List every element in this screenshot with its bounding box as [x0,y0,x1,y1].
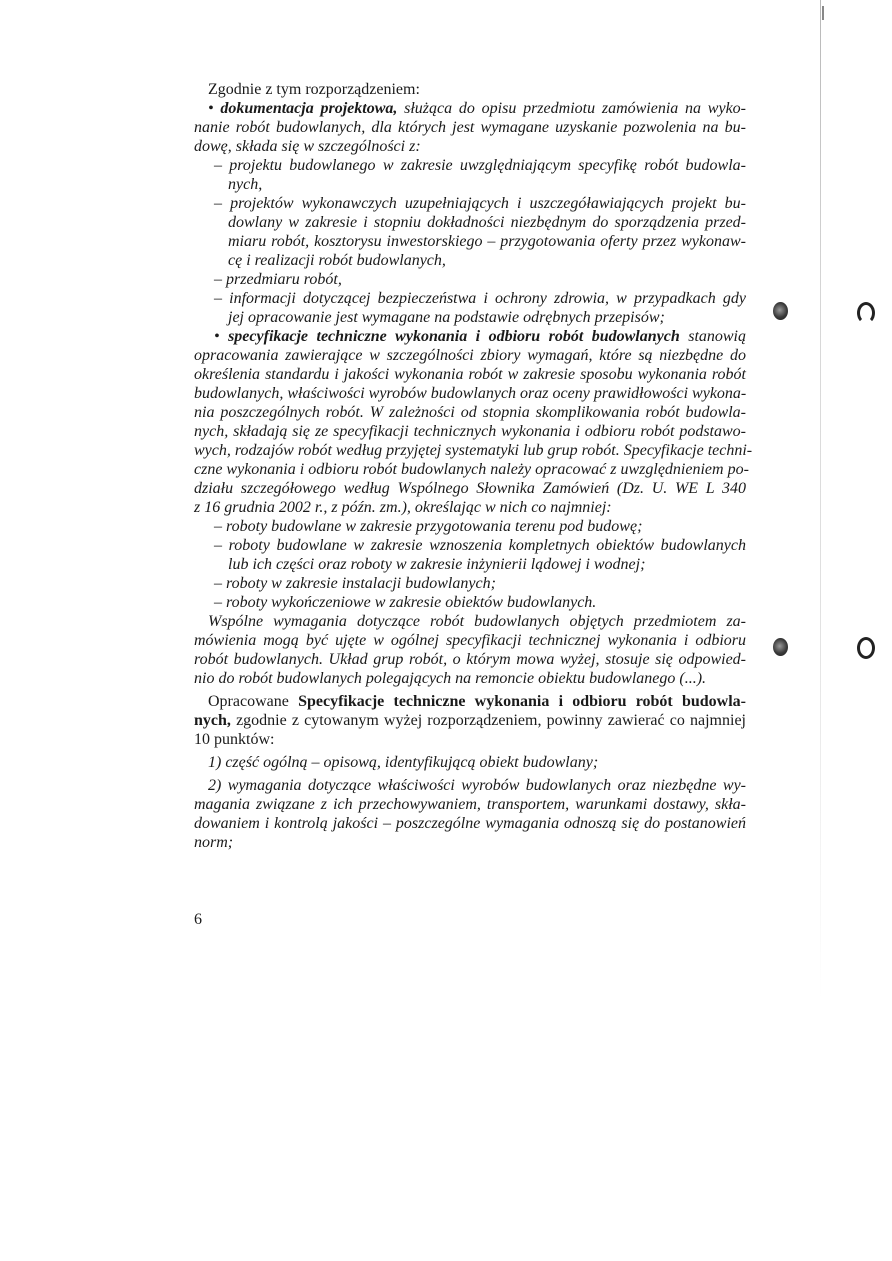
common-requirements-line: nio do robót budowlanych polegających na remoncie obiektu budowlanego (...). [194,670,707,687]
prepared-specs-line: Opracowane Specyfikacje techniczne wykonania i odbioru robót budowla- [208,693,746,710]
dash-item-line: nych, [228,176,263,193]
dash-item-line: – informacji dotyczącej bezpieczeństwa i ochrony zdrowia, w przypadkach gdy [214,290,747,307]
page-edge-mark [822,6,824,20]
point-2-line: norm; [194,834,234,851]
bullet-1-line: nanie robót budowlanych, dla których jest wymagane uzyskanie pozwolenia na bu- [194,119,746,136]
dash-item-line: jej opracowanie jest wymagane na podstawie odrębnych przepisów; [228,309,665,326]
dash-item-line: miaru robót, kosztorysu inwestorskiego – przygotowania oferty przez wykonaw- [228,233,746,250]
bullet-1-line: dowę, składa się w szczególności z: [194,138,421,155]
bullet-icon: • [208,100,214,117]
bullet-2-line: opracowania zawierające w szczególności zbiory wymagań, które są niezbędne do [194,347,746,364]
bullet-2-line: czne wykonania i odbioru robót budowlanych należy opracować z uwzględnieniem po- [194,461,749,478]
point-2-line: dowaniem i kontrolą jakości – poszczególne wymagania odnoszą się do postanowień [194,815,746,832]
bullet-1-line: • dokumentacja projektowa, służąca do opisu przedmiotu zamówienia na wyko- [208,100,747,117]
bullet-icon: • [214,328,220,345]
bullet-2-line: wych, rodzajów robót według przyjętej systematyki lub grup robót. Specyfikacje techni- [194,442,753,459]
dash-item-line: – projektu budowlanego w zakresie uwzględniającym specyfikę robót budowla- [214,157,747,174]
page-edge-line [820,0,821,1000]
dash-item-line: – przedmiaru robót, [214,271,342,288]
document-text [194,80,753,852]
point-2-line: magania związane z ich przechowywaniem, transportem, warunkami dostawy, skła- [194,796,746,813]
prepared-specs-line: nych, zgodnie z cytowanym wyżej rozporządzeniem, powinny zawierać co najmniej [194,712,746,729]
page-number: 6 [194,911,202,928]
dash-item-line: cę i realizacji robót budowlanych, [228,252,446,269]
dash-item-line: lub ich części oraz roboty w zakresie inżynierii lądowej i wodnej; [228,556,646,573]
bullet-2-line: budowlanych, właściwości wyrobów budowlanych oraz oceny prawidłowości wykona- [194,385,747,402]
common-requirements-line: Wspólne wymagania dotyczące robót budowlanych objętych przedmiotem za- [208,613,746,630]
dash-item-line: – projektów wykonawczych uzupełniających i uszczegóławiających projekt bu- [214,195,747,212]
point-2-line: 2) wymagania dotyczące właściwości wyrobów budowlanych oraz niezbędne wy- [208,777,746,794]
punch-hole [773,302,788,320]
dash-item-line: dowlany w zakresie i stopniu dokładności niezbędnym do sporządzenia przed- [228,214,746,231]
punch-hole [773,638,788,656]
dash-item-line: – roboty wykończeniowe w zakresie obiektów budowlanych. [214,594,597,611]
point-1-line: 1) część ogólną – opisową, identyfikującą obiekt budowlany; [208,754,599,771]
dash-item-line: – roboty w zakresie instalacji budowlanych; [214,575,496,592]
intro-line: Zgodnie z tym rozporządzeniem: [208,81,420,98]
bullet-2-line: nych, składają się ze specyfikacji technicznych wykonania i odbioru robót podstawo- [194,423,746,440]
bullet-2-line: nia poszczególnych robót. W zależności od stopnia skomplikowania robót budowla- [194,404,746,421]
dash-item-line: – roboty budowlane w zakresie wznoszenia kompletnych obiektów budowlanych [214,537,746,554]
bullet-2-line: z 16 grudnia 2002 r., z późn. zm.), określając w nich co najmniej: [194,499,612,516]
binder-ring [857,302,875,324]
bullet-2-line: • specyfikacje techniczne wykonania i odbioru robót budowlanych stanowią [214,328,747,345]
common-requirements-line: mówienia mogą być ujęte w ogólnej specyfikacji technicznej wykonania i odbioru [194,632,746,649]
common-requirements-line: robót budowlanych. Układ grup robót, o którym mowa wyżej, stosuje się odpowied- [194,651,746,668]
bullet-2-line: określenia standardu i jakości wykonania robót w zakresie sposobu wykonania robót [194,366,746,383]
dash-item-line: – roboty budowlane w zakresie przygotowania terenu pod budowę; [214,518,643,535]
bullet-2-line: działu szczegółowego według Wspólnego Słownika Zamówień (Dz. U. WE L 340 [194,480,746,497]
binder-ring [857,637,875,659]
prepared-specs-line: 10 punktów: [194,731,275,748]
